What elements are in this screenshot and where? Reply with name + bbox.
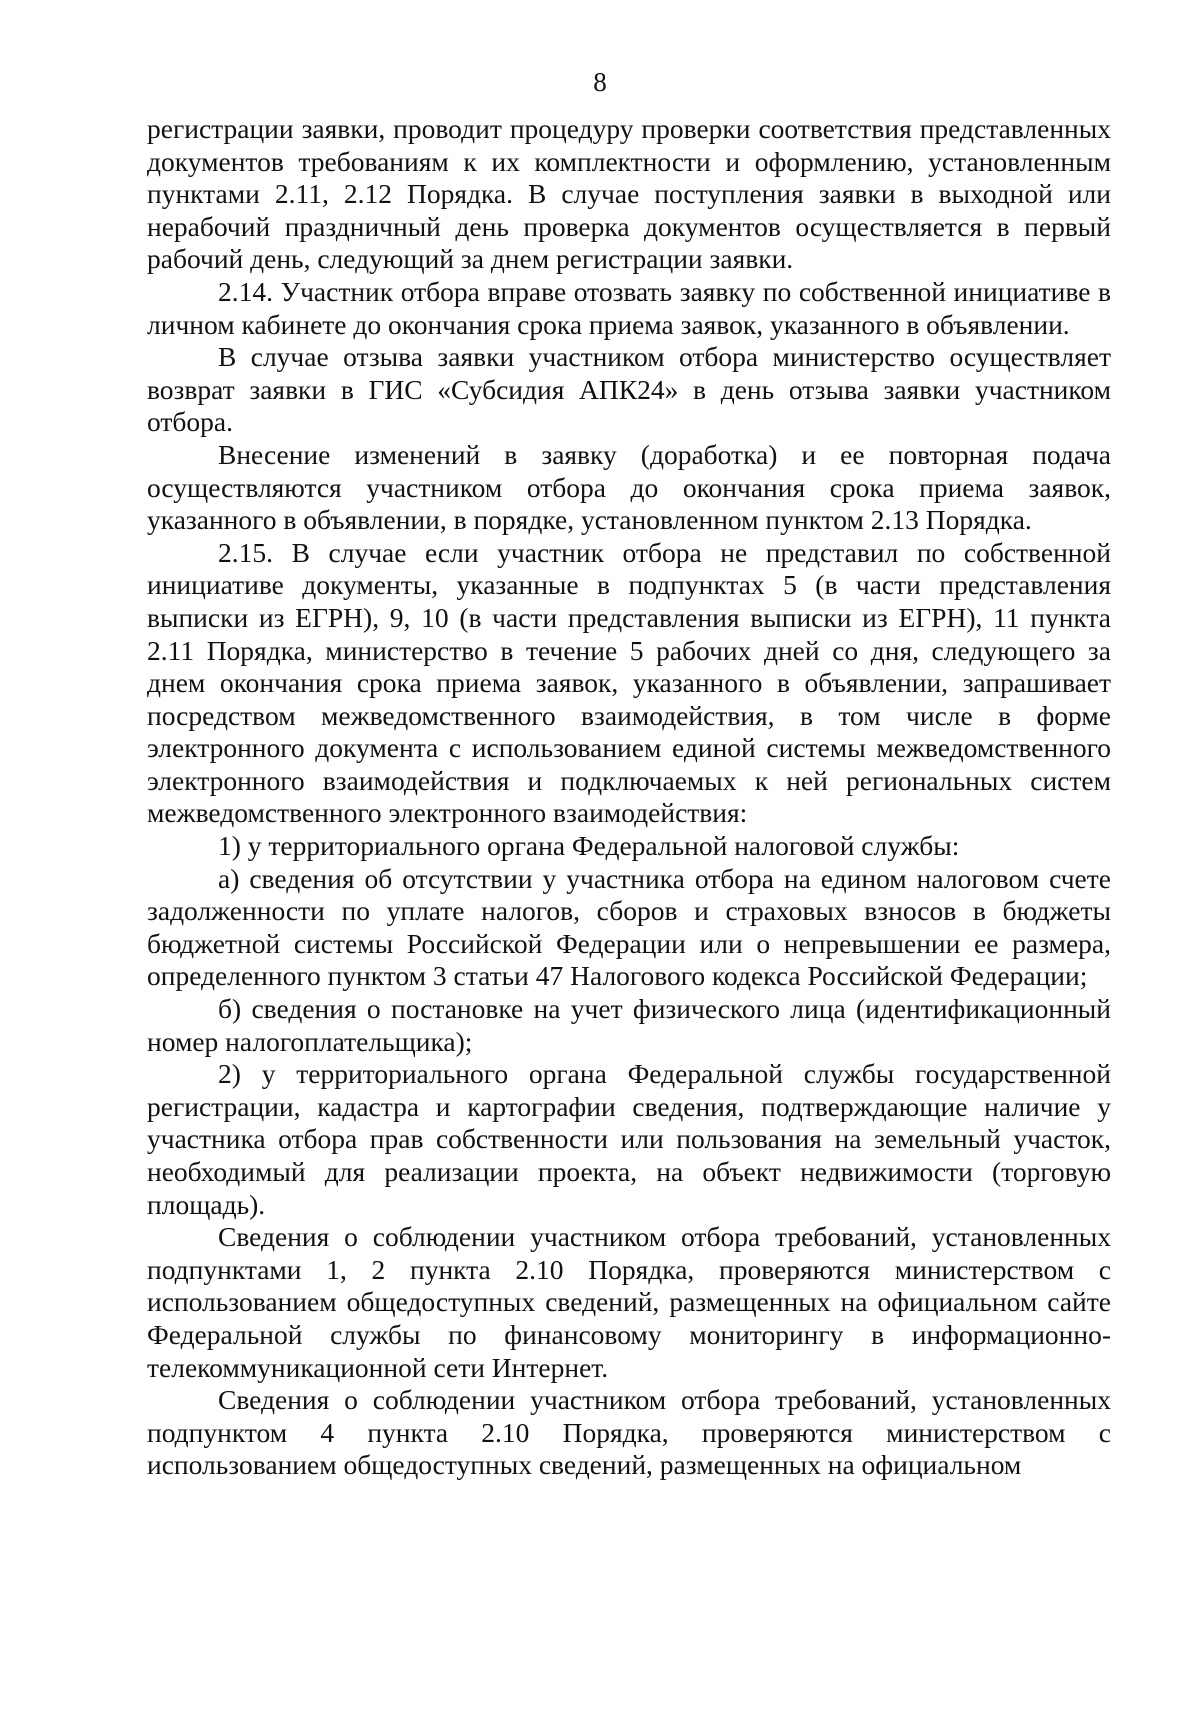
list-item-tax-service: 1) у территориального органа Федеральной налоговой службы: xyxy=(218,830,960,862)
list-item-taxpayer-id-info: б) сведения о постановке на учет физического лица (идентификационный номер налогоплательщика); xyxy=(147,993,1111,1057)
paragraph-clause-2-15: 2.15. В случае если участник отбора не представил по собственной инициативе документы, указанные в подпунктах 5 (в части представления выписки из ЕГРН), 9, 10 (в части представления выписки из ЕГРН), 11 пункта 2.11 Порядка, министерство в течение 5 рабочих дней со дня, следующего за днем окончания срока приема заявок, указанного в объявлении, запрашивает посредством межведомственного взаимодействия, в том числе в форме электронного документа с использованием единой системы межведомственного электронного взаимодействия и подключаемых к ней региональных систем межведомственного электронного взаимодействия: xyxy=(147,536,1111,829)
list-item-registry-service: 2) у территориального органа Федеральной службы государственной регистрации, кадастра и картографии сведения, подтверждающие наличие у участника отбора прав собственности или пользования на земельный участок, необходимый для реализации проекта, на объект недвижимости (торговую площадь). xyxy=(147,1058,1111,1220)
list-item-tax-debt-info: а) сведения об отсутствии у участника отбора на едином налоговом счете задолженности по уплате налогов, сборов и страховых взносов в бюджеты бюджетной системы Российской Федерации или о непревышении ее размера, определенного пунктом 3 статьи 47 Налогового кодекса Российской Федерации; xyxy=(147,862,1111,992)
paragraph-subclause-4-check: Сведения о соблюдении участником отбора требований, установленных подпунктом 4 пункта 2.10 Порядка, проверяются министерством с использованием общедоступных сведений, размещенных на официальном xyxy=(147,1384,1111,1481)
document-body xyxy=(147,113,1111,1482)
page-number: 8 xyxy=(593,67,607,97)
paragraph-amendments: Внесение изменений в заявку (доработка) и ее повторная подача осуществляются участником отбора до окончания срока приема заявок, указанного в объявлении, в порядке, установленном пунктом 2.13 Порядка. xyxy=(147,438,1111,536)
paragraph-clause-2-14: 2.14. Участник отбора вправе отозвать заявку по собственной инициативе в личном кабинете до окончания срока приема заявок, указанного в объявлении. xyxy=(147,275,1111,340)
paragraph-financial-monitoring: Сведения о соблюдении участником отбора требований, установленных подпунктами 1, 2 пункта 2.10 Порядка, проверяются министерством с использованием общедоступных сведений, размещенных на официальном сайте Федеральной службы по финансовому мониторингу в информационно-телекоммуникационной сети Интернет. xyxy=(147,1221,1111,1383)
paragraph-withdrawal-return: В случае отзыва заявки участником отбора министерство осуществляет возврат заявки в ГИС «Субсидия АПК24» в день отзыва заявки участником отбора. xyxy=(147,341,1111,438)
paragraph-continuation: регистрации заявки, проводит процедуру проверки соответствия представленных документов требованиям к их комплектности и оформлению, установленным пунктами 2.11, 2.12 Порядка. В случае поступления заявки в выходной или нерабочий праздничный день проверка документов осуществляется в первый рабочий день, следующий за днем регистрации заявки. xyxy=(147,113,1111,275)
